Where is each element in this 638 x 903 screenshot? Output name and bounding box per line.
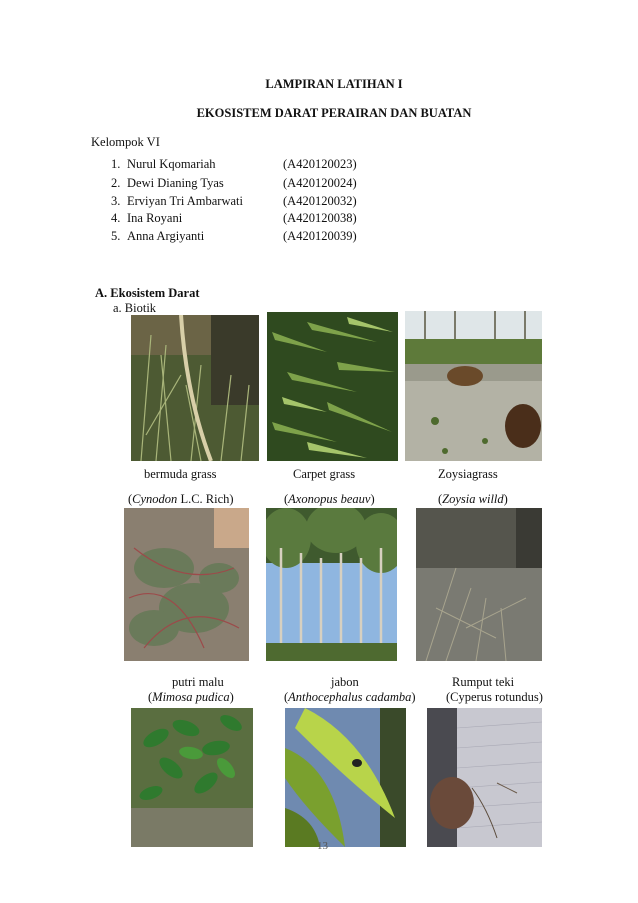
caption-common: bermuda grass [144, 467, 217, 481]
caption-common: Zoysiagrass [438, 467, 498, 481]
page-number: 13 [317, 840, 328, 852]
caption-scientific-post: ) [229, 690, 234, 704]
caption-scientific-name: Anthocephalus cadamba [288, 690, 412, 704]
caption-scientific-pre: ( [438, 492, 443, 506]
caption-scientific [284, 492, 375, 507]
photo-big-leaves [285, 708, 406, 847]
photo-rumput-teki [416, 508, 542, 661]
section-subheading: a. Biotik [113, 301, 157, 315]
member-row [111, 194, 531, 211]
member-name: Ina Royani [127, 211, 183, 225]
caption-common: Rumput teki [452, 675, 515, 689]
caption-scientific [446, 690, 543, 705]
caption-scientific-post: ) [411, 690, 416, 704]
caption-scientific [148, 690, 234, 705]
caption-scientific-post: L.C. Rich) [177, 492, 234, 506]
caption-scientific-post: ) [370, 492, 375, 506]
photo-putri-malu [124, 508, 249, 661]
caption-scientific-pre: ( [128, 492, 133, 506]
page-subtitle: EKOSISTEM DARAT PERAIRAN DAN BUATAN [196, 106, 472, 120]
caption-scientific-name: Axonopus beauv [288, 492, 371, 506]
caption-scientific-name: Zoysia willd [442, 492, 504, 506]
caption-scientific [438, 492, 508, 507]
page-title: LAMPIRAN LATIHAN I [265, 77, 403, 91]
caption-scientific-post: (Cyperus rotundus) [446, 690, 543, 704]
group-label: Kelompok VI [91, 135, 160, 149]
member-name: Dewi Dianing Tyas [127, 176, 224, 190]
member-number: 4. [111, 211, 121, 225]
caption-scientific [284, 690, 416, 705]
member-row [111, 211, 531, 228]
caption-scientific-post: ) [503, 492, 508, 506]
photo-zoysiagrass [405, 311, 542, 461]
photo-plant-leaves [131, 708, 253, 847]
member-row [111, 229, 531, 246]
member-number: 1. [111, 157, 121, 171]
member-number: 2. [111, 176, 121, 190]
member-id: (A420120038) [283, 211, 357, 225]
caption-scientific-pre: ( [284, 690, 289, 704]
caption-scientific-name: Mimosa pudica [152, 690, 230, 704]
member-number: 3. [111, 194, 121, 208]
caption-common: Carpet grass [293, 467, 356, 481]
photo-paper-sample [427, 708, 542, 847]
member-number: 5. [111, 229, 121, 243]
section-heading: A. Ekosistem Darat [95, 286, 200, 300]
member-name: Anna Argiyanti [127, 229, 205, 243]
member-id: (A420120023) [283, 157, 357, 171]
member-id: (A420120039) [283, 229, 357, 243]
caption-common: jabon [331, 675, 359, 689]
member-id: (A420120024) [283, 176, 357, 190]
member-id: (A420120032) [283, 194, 357, 208]
member-row [111, 157, 531, 174]
caption-scientific-pre: ( [148, 690, 153, 704]
member-name: Nurul Kqomariah [127, 157, 216, 171]
member-row [111, 176, 531, 193]
member-name: Erviyan Tri Ambarwati [127, 194, 243, 208]
photo-jabon [266, 508, 397, 661]
caption-common: putri malu [172, 675, 224, 689]
photo-bermuda-grass [131, 315, 259, 461]
caption-scientific [128, 492, 234, 507]
caption-scientific-pre: ( [284, 492, 289, 506]
caption-scientific-name: Cynodon [132, 492, 178, 506]
photo-carpet-grass [267, 312, 398, 461]
